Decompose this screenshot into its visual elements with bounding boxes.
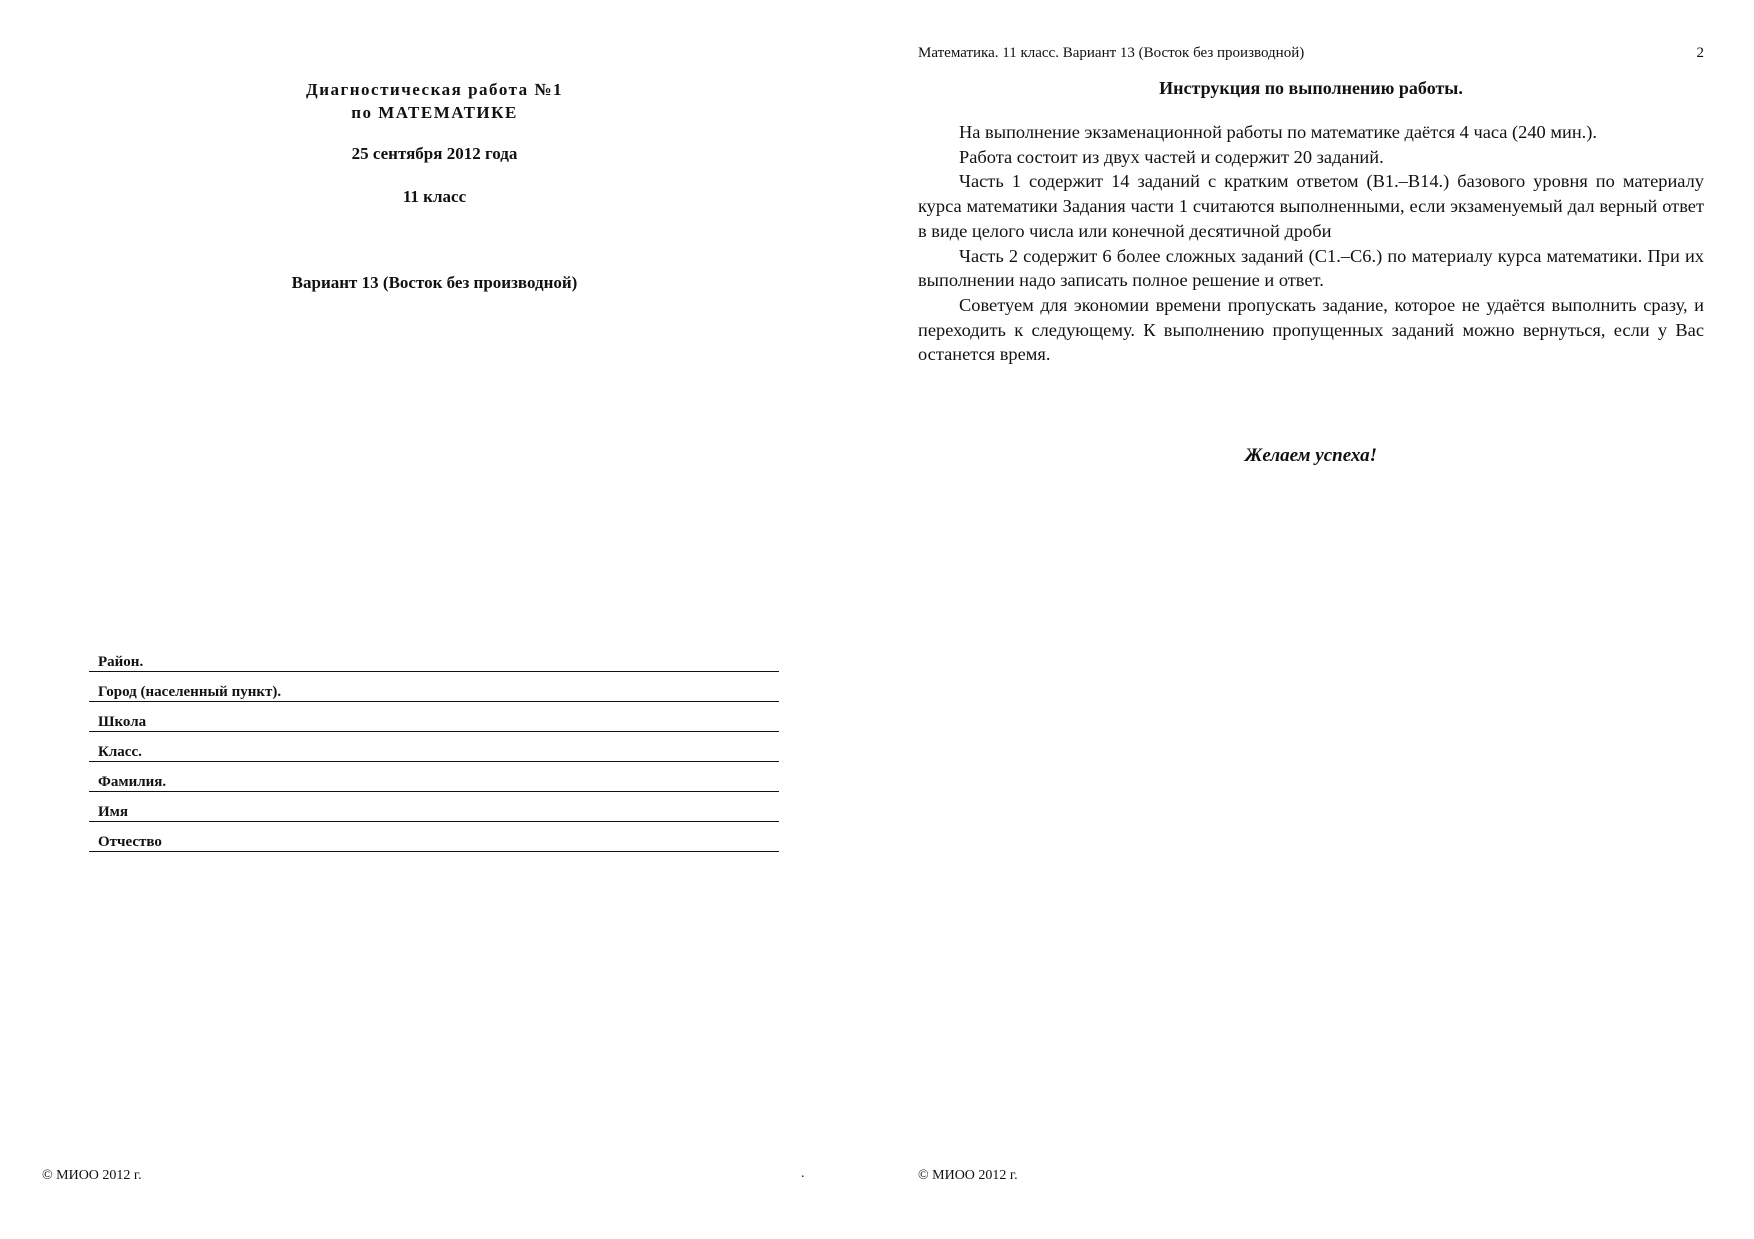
instruction-paragraph: Часть 1 содержит 14 заданий с кратким ответом (В1.–В14.) базового уровня по материалу курса математики Задания части 1 считаются выполненными, если экзаменуемый дал верный ответ в виде целого числа или конечной десятичной дроби (918, 171, 1704, 241)
grade: 11 класс (402, 187, 467, 206)
running-head: Математика. 11 класс. Вариант 13 (Восток без производной) (918, 45, 1305, 61)
document-title (0, 78, 869, 124)
instruction-paragraph: Советуем для экономии времени пропускать задание, которое не удаётся выполнить сразу, и переходить к следующему. К выполнению пропущенных заданий можно вернуться, если у Вас останется время. (918, 294, 1704, 365)
form-row-city[interactable] (89, 672, 779, 702)
form-label-school: Школа (98, 714, 147, 730)
instruction-paragraph: Работа состоит из двух частей и содержит 20 заданий. (959, 146, 1384, 167)
form-label-name: Имя (98, 804, 128, 820)
form-label-city: Город (населенный пункт). (98, 684, 282, 700)
instruction-body (918, 120, 1704, 367)
page-number: 2 (1696, 45, 1704, 61)
variant-title: Вариант 13 (Восток без производной) (291, 273, 578, 292)
instruction-title: Инструкция по выполнению работы. (1159, 78, 1463, 98)
title-line-1: Диагностическая работа №1 (306, 80, 563, 99)
copyright-footer-right: © МИОО 2012 г. (918, 1168, 1018, 1183)
form-row-patronymic[interactable] (89, 822, 779, 852)
footer-dot: . (801, 1166, 805, 1181)
form-label-patronymic: Отчество (98, 834, 162, 850)
instruction-paragraph: На выполнение экзаменационной работы по математике даётся 4 часа (240 мин.). (959, 122, 1597, 142)
copyright-footer-left: © МИОО 2012 г. (42, 1168, 142, 1183)
instruction-paragraph: Часть 2 содержит 6 более сложных заданий (С1.–С6.) по материалу курса математики. При их выполнении надо записать полное решение и ответ. (918, 245, 1704, 291)
exam-date: 25 сентября 2012 года (351, 144, 518, 163)
form-label-district: Район. (98, 654, 144, 670)
form-label-surname: Фамилия. (98, 774, 167, 790)
student-info-form (89, 642, 779, 852)
right-page (877, 0, 1754, 1239)
form-row-surname[interactable] (89, 762, 779, 792)
form-row-school[interactable] (89, 702, 779, 732)
title-line-2: по МАТЕМАТИКЕ (351, 103, 518, 122)
form-row-class[interactable] (89, 732, 779, 762)
form-row-name[interactable] (89, 792, 779, 822)
closing-wish: Желаем успеха! (1244, 445, 1378, 466)
form-label-class: Класс. (98, 744, 142, 760)
form-row-district[interactable] (89, 642, 779, 672)
